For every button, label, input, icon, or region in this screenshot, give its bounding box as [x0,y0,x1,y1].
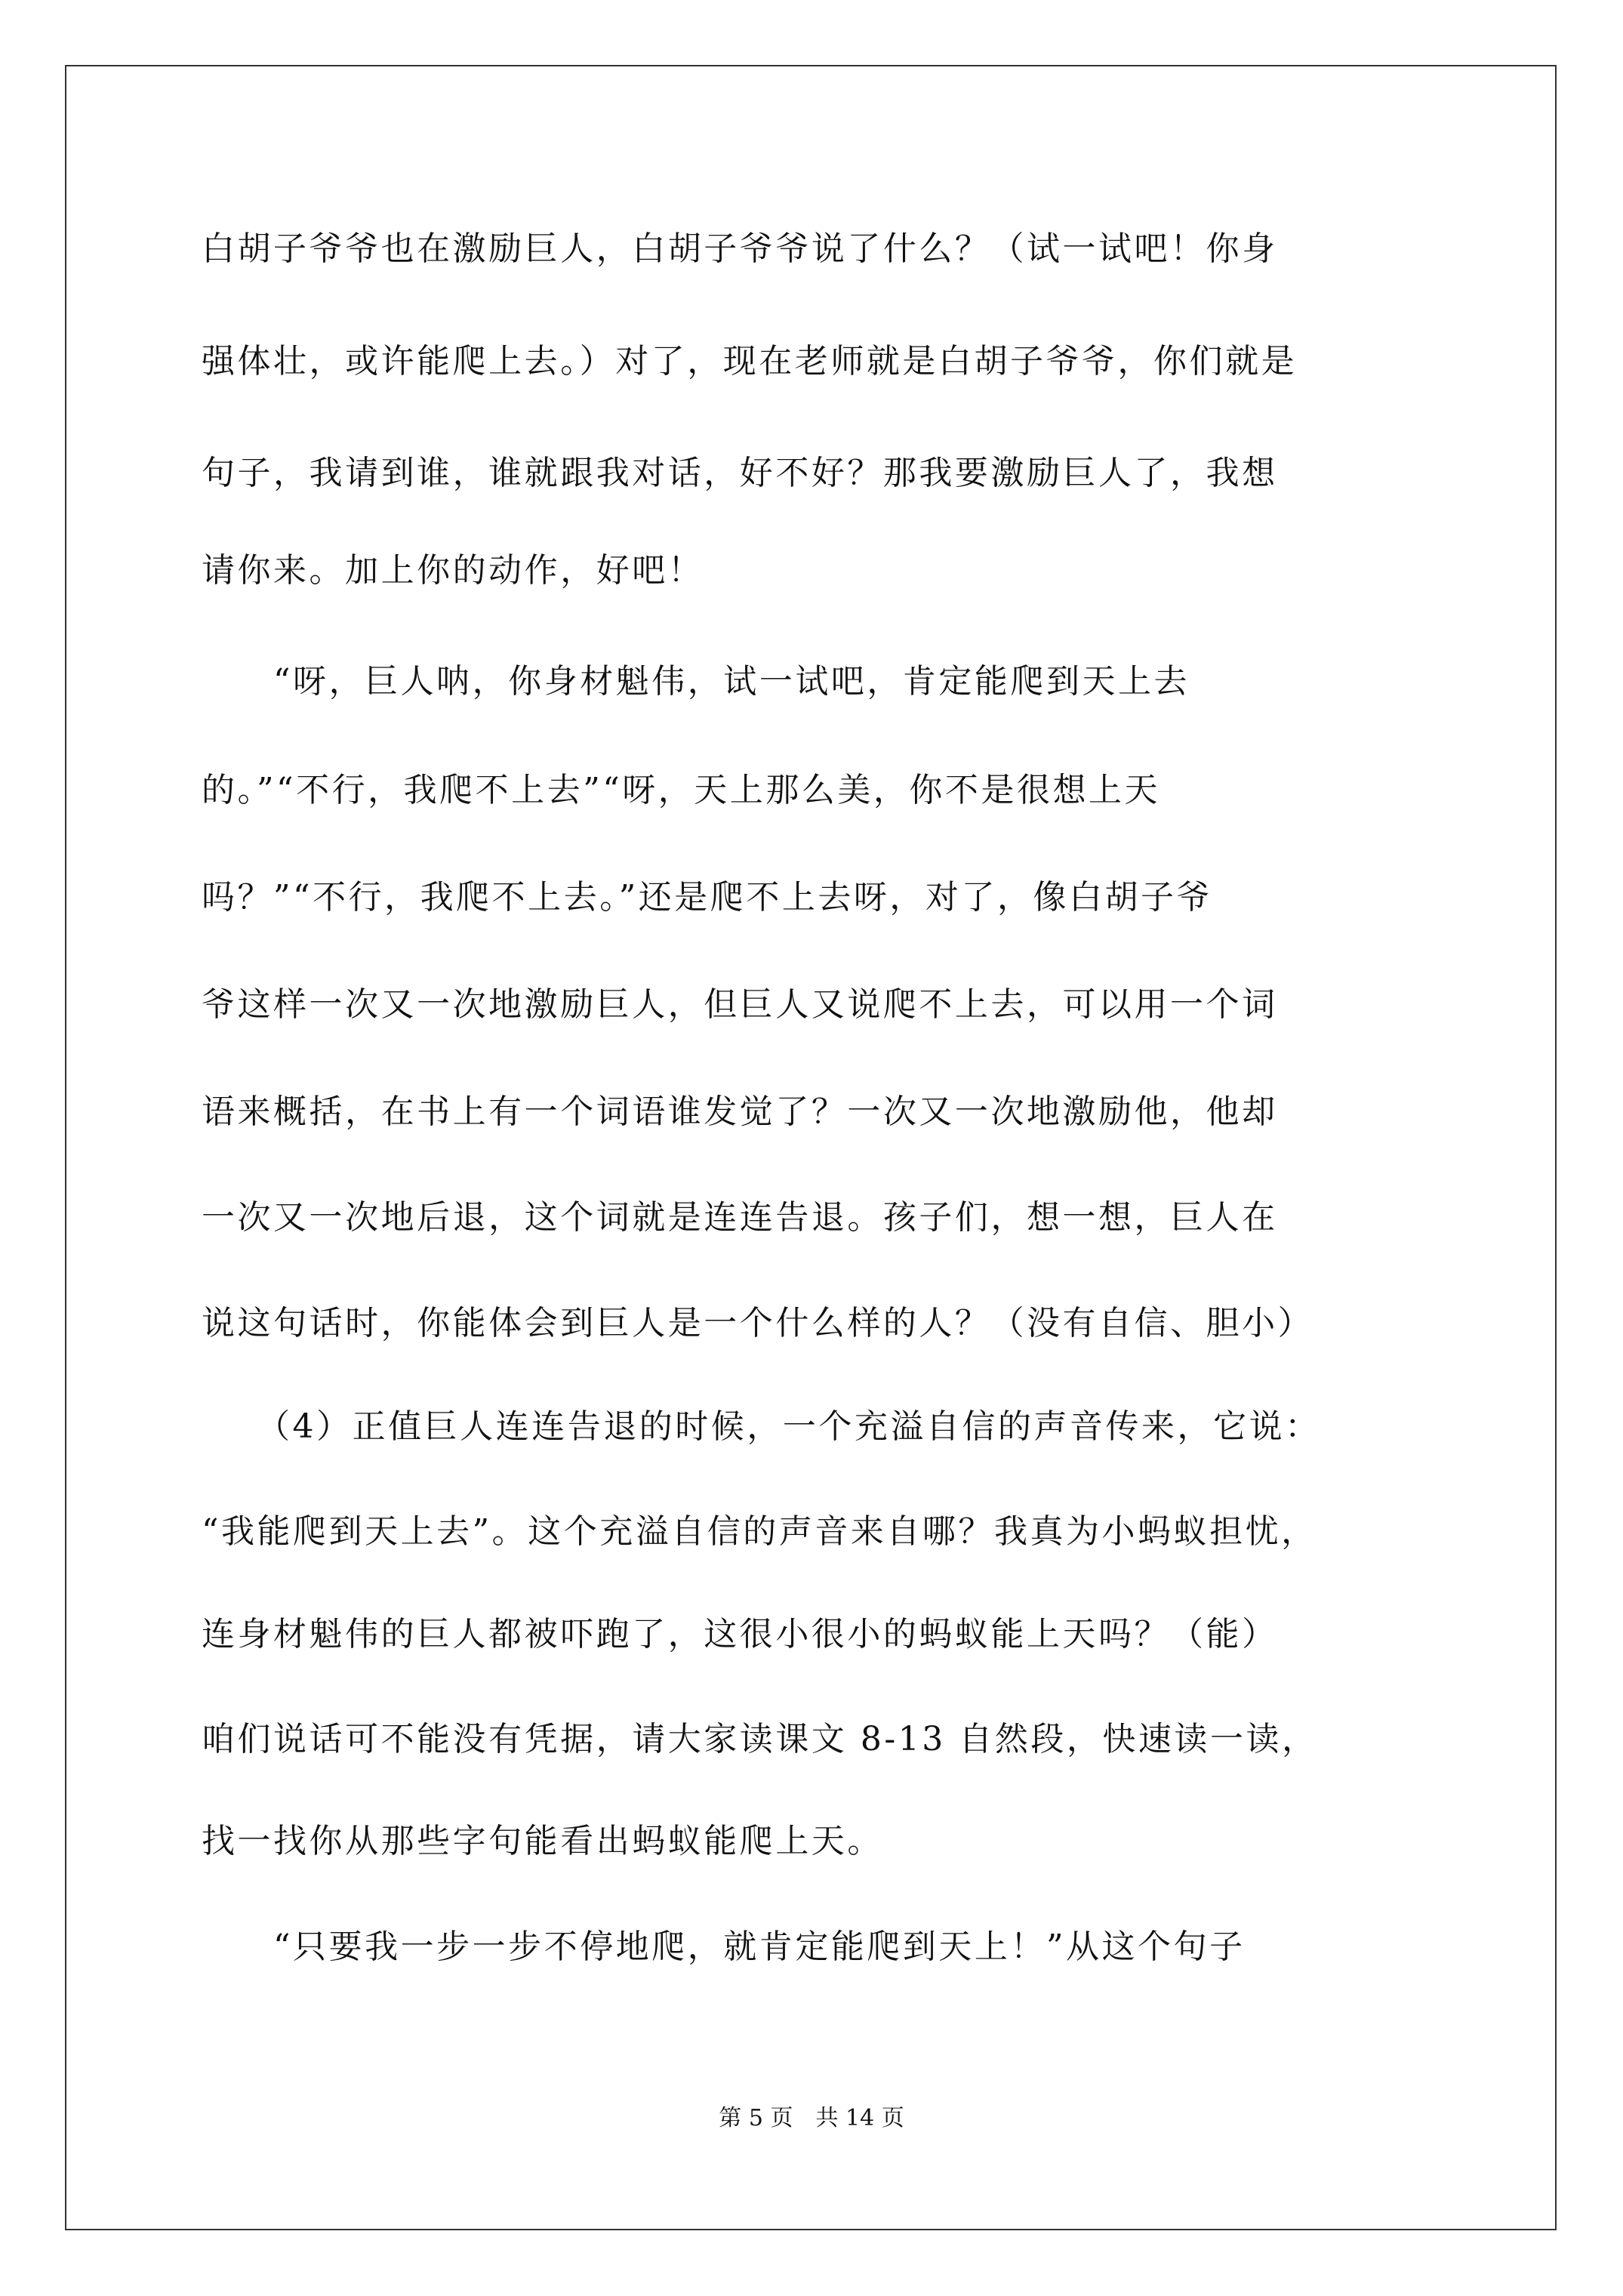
text-line: 强体壮，或许能爬上去。）对了，现在老师就是白胡子爷爷，你们就是 [202,342,1298,381]
text-line: 连身材魁伟的巨人都被吓跑了，这很小很小的蚂蚁能上天吗？（能） [202,1615,1278,1653]
text-line: 一次又一次地后退，这个词就是连连告退。孩子们，想一想，巨人在 [202,1198,1278,1237]
text-line: 咱们说话可不能没有凭据，请大家读课文 8-13 自然段，快速读一读， [202,1720,1318,1758]
page-number-footer: 第 5 页 共 14 页 [719,2105,904,2131]
text-line: 找一找你从那些字句能看出蚂蚁能爬上天。 [202,1822,883,1860]
text-line: 请你来。加上你的动作，好吧！ [202,551,704,590]
text-line: 爷这样一次又一次地激励巨人，但巨人又说爬不上去，可以用一个词 [202,985,1278,1024]
text-line: 的。”“不行，我爬不上去”“呀，天上那么美，你不是很想上天 [202,771,1161,809]
text-line: （4）正值巨人连连告退的时候，一个充溢自信的声音传来，它说： [202,1407,1321,1446]
text-line: 语来概括，在书上有一个词语谁发觉了？一次又一次地激励他，他却 [202,1093,1278,1131]
text-line: “只要我一步一步不停地爬，就肯定能爬到天上！”从这个句子 [202,1928,1246,1966]
text-line: 说这句话时，你能体会到巨人是一个什么样的人？（没有自信、胆小） [202,1304,1314,1342]
text-line: “呀，巨人呐，你身材魁伟，试一试吧，肯定能爬到天上去 [202,662,1190,701]
text-line: 白胡子爷爷也在激励巨人，白胡子爷爷说了什么？（试一试吧！你身 [202,230,1278,268]
text-line: 句子，我请到谁，谁就跟我对话，好不好？那我要激励巨人了，我想 [202,454,1278,492]
text-line: 吗？”“不行，我爬不上去。”还是爬不上去呀，对了，像白胡子爷 [202,878,1213,917]
page-border [65,65,1557,2230]
text-line: “我能爬到天上去”。这个充溢自信的声音来自哪？我真为小蚂蚁担忧， [202,1512,1317,1551]
